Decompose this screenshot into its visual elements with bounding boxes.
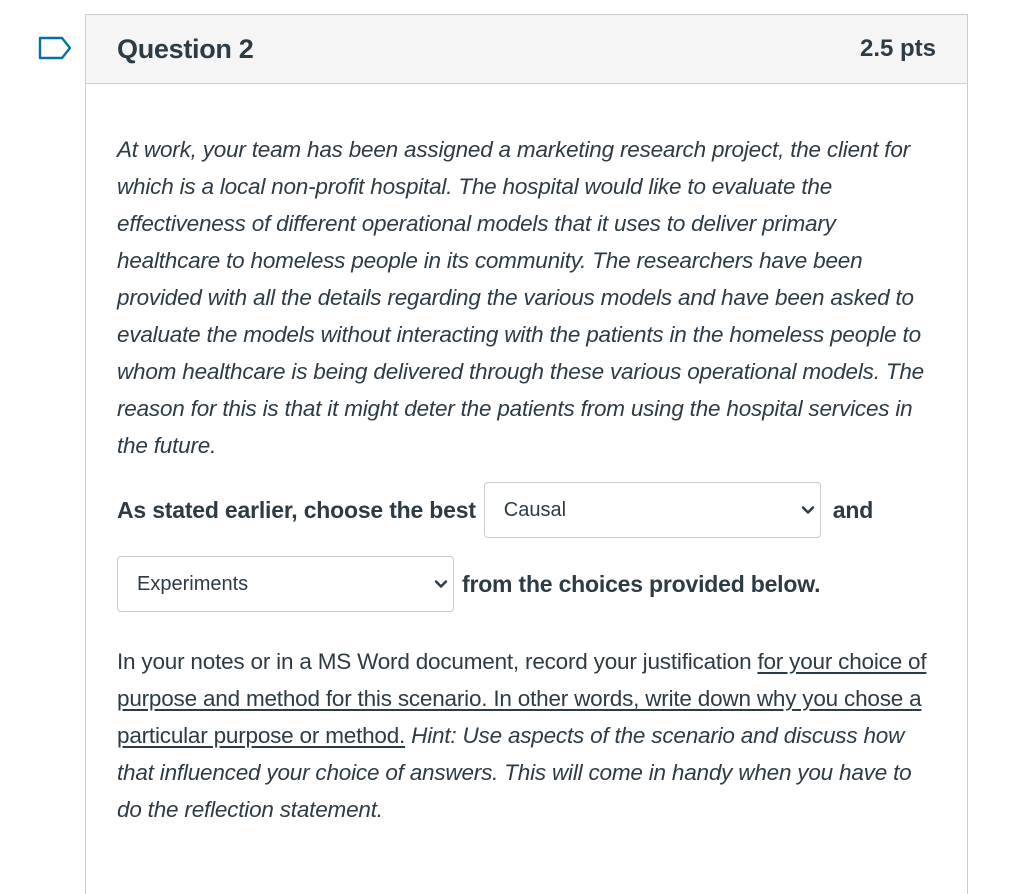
prompt-row-2: [117, 555, 820, 613]
method-dropdown[interactable]: [117, 556, 454, 612]
notes-plain: In your notes or in a MS Word document, record your justification: [117, 649, 758, 674]
question-title: Question 2: [117, 33, 254, 64]
bookmark-flag-icon[interactable]: [38, 36, 72, 60]
notes-underlined: for your choice of purpose and method for this scenario. In other words, write down why you chose a particular purpose or method.: [117, 649, 927, 748]
question-body: [86, 84, 967, 464]
notes-instructions: [117, 643, 939, 828]
prompt-between: and: [832, 496, 874, 523]
question-card: [85, 14, 968, 894]
purpose-dropdown[interactable]: [484, 482, 821, 538]
method-dropdown-value: Experiments: [137, 572, 249, 595]
scenario-text: At work, your team has been assigned a marketing research project, the client for which is a local non-profit hospital. The hospital would like to evaluate the effectiveness of different operational models that it uses to deliver primary healthcare to homeless people in its community. The researchers have been provided with all the details regarding the various models and have been asked to evaluate the models without interacting with the patients in the homeless people to whom healthcare is being delivered through these various operational models. The reason for this is that it might deter the patients from using the hospital services in the future.: [117, 137, 924, 458]
chevron-down-icon: [433, 576, 449, 592]
question-points: 2.5 pts: [859, 35, 936, 62]
prompt-row-1: [117, 481, 873, 539]
prompt-after: from the choices provided below.: [462, 570, 821, 597]
question-header: [86, 15, 967, 84]
chevron-down-icon: [800, 502, 816, 518]
purpose-dropdown-value: Causal: [503, 498, 567, 521]
notes-hint: Hint: Use aspects of the scenario and discuss how that influenced your choice of answers. This will come in handy when you have to do the reflection statement.: [117, 723, 912, 822]
prompt-before: As stated earlier, choose the best: [117, 496, 476, 523]
